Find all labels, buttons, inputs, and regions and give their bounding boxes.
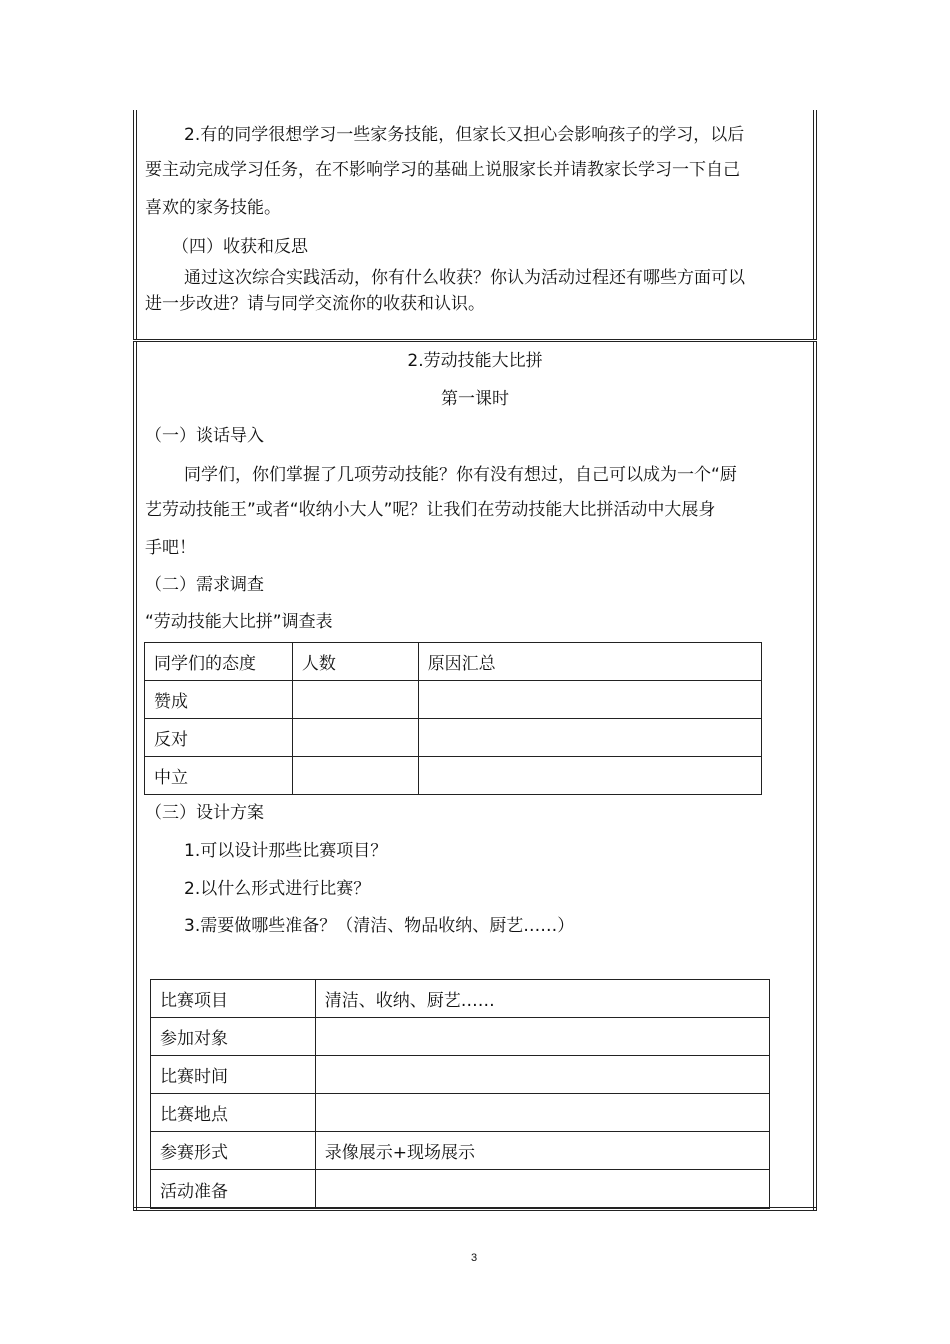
page-number: 3	[471, 1252, 478, 1264]
previous-section-box	[133, 110, 817, 340]
plan-value-cell: 清洁、收纳、厨艺……	[315, 980, 769, 1018]
survey-attitude-cell: 中立	[145, 757, 293, 795]
survey-count-cell	[292, 719, 418, 757]
plan-label-cell: 比赛地点	[151, 1094, 316, 1132]
plan-value-cell	[315, 1170, 769, 1209]
intro-line-2: 艺劳动技能王”或者“收纳小大人”呢？让我们在劳动技能大比拼活动中大展身	[145, 500, 716, 520]
paragraph-2-line-1: 2.有的同学很想学习一些家务技能，但家长又担心会影响孩子的学习，以后	[184, 125, 745, 145]
intro-line-3: 手吧！	[145, 538, 196, 558]
heading-talk-intro: （一）谈话导入	[145, 426, 264, 446]
table-row	[145, 757, 762, 795]
table-row	[151, 1170, 770, 1209]
question-3: 3.需要做哪些准备？（清洁、物品收纳、厨艺……）	[184, 916, 575, 936]
heading-harvest-reflection: （四）收获和反思	[172, 237, 308, 257]
intro-line-1: 同学们，你们掌握了几项劳动技能？你有没有想过，自己可以成为一个“厨	[184, 465, 737, 485]
survey-table-caption: “劳动技能大比拼”调查表	[145, 612, 333, 632]
plan-label-cell: 比赛时间	[151, 1056, 316, 1094]
plan-label-cell: 参加对象	[151, 1018, 316, 1056]
survey-header-reasons: 原因汇总	[418, 643, 761, 681]
plan-value-cell	[315, 1018, 769, 1056]
heading-design-plan: （三）设计方案	[145, 803, 264, 823]
survey-reason-cell	[418, 719, 761, 757]
survey-count-cell	[292, 681, 418, 719]
table-row	[145, 681, 762, 719]
table-row	[151, 1056, 770, 1094]
plan-value-cell	[315, 1094, 769, 1132]
table-row	[151, 1018, 770, 1056]
question-1: 1.可以设计那些比赛项目？	[184, 841, 388, 861]
plan-label-cell: 参赛形式	[151, 1132, 316, 1170]
survey-reason-cell	[418, 757, 761, 795]
survey-table	[144, 642, 762, 795]
survey-header-attitude: 同学们的态度	[145, 643, 293, 681]
paragraph-2-line-2: 要主动完成学习任务，在不影响学习的基础上说服家长并请教家长学习一下自己	[145, 160, 740, 180]
plan-value-cell: 录像展示+现场展示	[315, 1132, 769, 1170]
survey-header-row	[145, 643, 762, 681]
main-section-box	[133, 341, 817, 1211]
plan-value-cell	[315, 1056, 769, 1094]
table-row	[151, 1132, 770, 1170]
paragraph-2-line-3: 喜欢的家务技能。	[145, 198, 281, 218]
table-row	[151, 980, 770, 1018]
paragraph-3-line-2: 进一步改进？请与同学交流你的收获和认识。	[145, 294, 485, 314]
plan-label-cell: 比赛项目	[151, 980, 316, 1018]
table-row	[145, 719, 762, 757]
survey-reason-cell	[418, 681, 761, 719]
plan-label-cell: 活动准备	[151, 1170, 316, 1209]
lesson-subtitle: 第一课时	[441, 389, 509, 409]
lesson-title: 2.劳动技能大比拼	[407, 351, 543, 371]
survey-header-count: 人数	[292, 643, 418, 681]
heading-needs-survey: （二）需求调查	[145, 575, 264, 595]
survey-attitude-cell: 反对	[145, 719, 293, 757]
paragraph-3-line-1: 通过这次综合实践活动，你有什么收获？你认为活动过程还有哪些方面可以	[184, 268, 745, 288]
survey-count-cell	[292, 757, 418, 795]
plan-table	[150, 979, 770, 1209]
table-row	[151, 1094, 770, 1132]
survey-attitude-cell: 赞成	[145, 681, 293, 719]
question-2: 2.以什么形式进行比赛？	[184, 879, 371, 899]
